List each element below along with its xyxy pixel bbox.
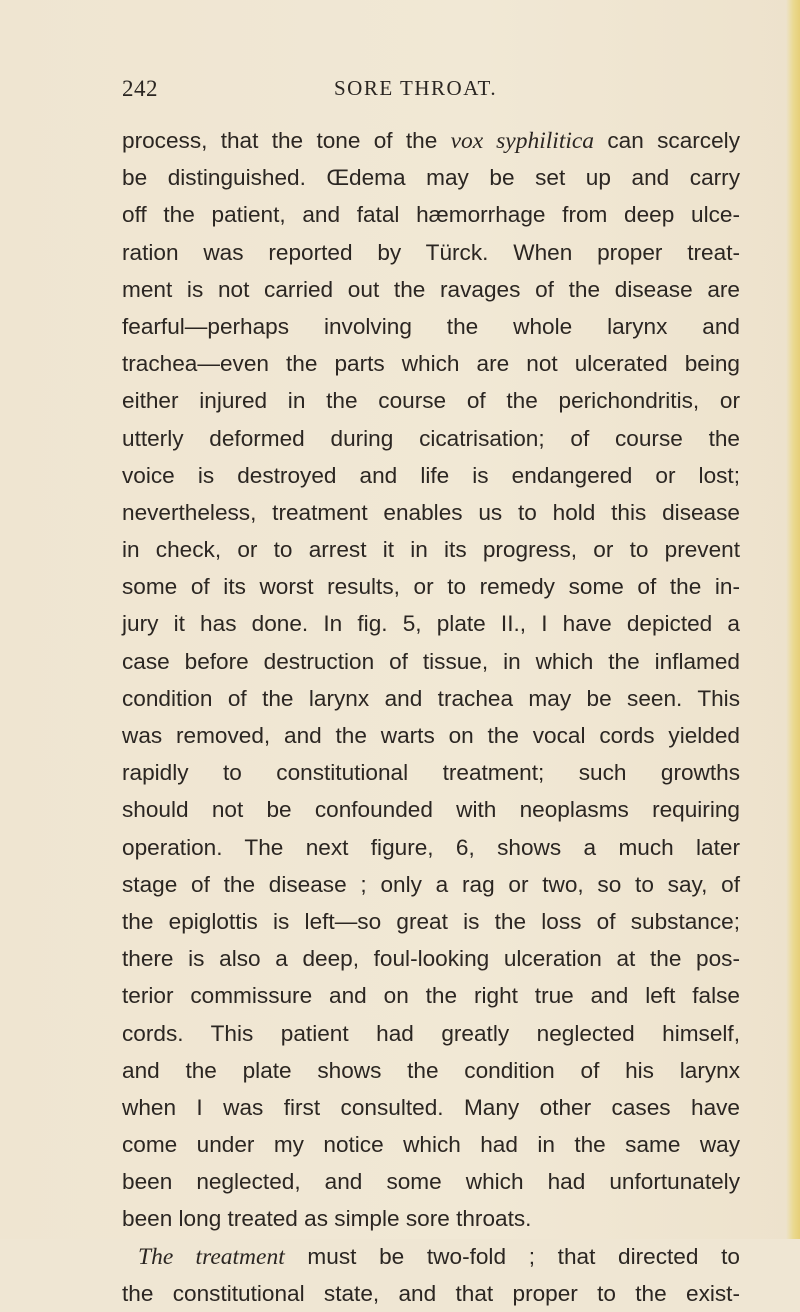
text-line: voice is destroyed and life is endangered or lost;	[122, 462, 740, 488]
text-line: been neglected, and some which had unfortunately	[122, 1169, 740, 1195]
text-line: terior commissure and on the right true and left false	[122, 983, 740, 1009]
text-line: the epiglottis is left—so great is the loss of substance;	[122, 908, 740, 934]
running-head: SORE THROAT.	[334, 76, 498, 100]
italic-phrase: vox syphilitica	[450, 128, 595, 154]
text-line: ment is not carried out the ravages of the disease are	[122, 276, 740, 302]
text-line: off the patient, and fatal hæmorrhage from deep ulce-	[122, 202, 740, 228]
text-line: was removed, and the warts on the vocal cords yielded	[122, 723, 740, 748]
text-segment: process, that the tone of the	[122, 128, 451, 153]
text-line: cords. This patient had greatly neglected himself,	[122, 1020, 740, 1046]
text-segment: can scarcely	[594, 128, 740, 153]
text-line: case before destruction of tissue, in which the inflamed	[122, 648, 740, 674]
text-line: stage of the disease ; only a rag or two, so to say, of	[122, 871, 740, 897]
text-line: nevertheless, treatment enables us to hold this disease	[122, 499, 740, 525]
text-line: there is also a deep, foul-looking ulceration at the pos-	[122, 946, 740, 972]
text-line: be distinguished. Œdema may be set up and carry	[122, 165, 740, 191]
text-line	[122, 122, 740, 159]
body-text	[122, 122, 740, 1312]
text-line	[122, 1238, 740, 1275]
text-line: fearful—perhaps involving the whole larynx and	[122, 313, 740, 339]
text-line: trachea—even the parts which are not ulcerated being	[122, 351, 740, 377]
text-line: operation. The next figure, 6, shows a much later	[122, 834, 740, 860]
text-segment: must be two-fold ; that directed to	[284, 1243, 740, 1269]
page-edge-shadow	[786, 0, 800, 1239]
text-line: and the plate shows the condition of his larynx	[122, 1057, 740, 1083]
text-line: rapidly to constitutional treatment; such growths	[122, 760, 740, 786]
text-line: been long treated as simple sore throats.	[122, 1206, 532, 1232]
text-line: in check, or to arrest it in its progress, or to prevent	[122, 537, 740, 563]
italic-phrase: The treatment	[138, 1243, 285, 1270]
text-line: ration was reported by Türck. When proper treat-	[122, 239, 740, 265]
text-line: condition of the larynx and trachea may be seen. This	[122, 685, 740, 711]
page-number: 242	[122, 76, 158, 101]
text-line: jury it has done. In fig. 5, plate II., I have depicted a	[122, 611, 740, 637]
text-line: the constitutional state, and that proper to the exist-	[122, 1280, 740, 1306]
text-line: either injured in the course of the perichondritis, or	[122, 388, 740, 414]
text-line: utterly deformed during cicatrisation; of course the	[122, 425, 740, 451]
text-line: come under my notice which had in the same way	[122, 1132, 740, 1158]
text-line: should not be confounded with neoplasms requiring	[122, 797, 740, 823]
text-line: some of its worst results, or to remedy some of the in-	[122, 574, 740, 600]
text-line: when I was first consulted. Many other cases have	[122, 1094, 740, 1120]
page-header	[122, 76, 736, 110]
